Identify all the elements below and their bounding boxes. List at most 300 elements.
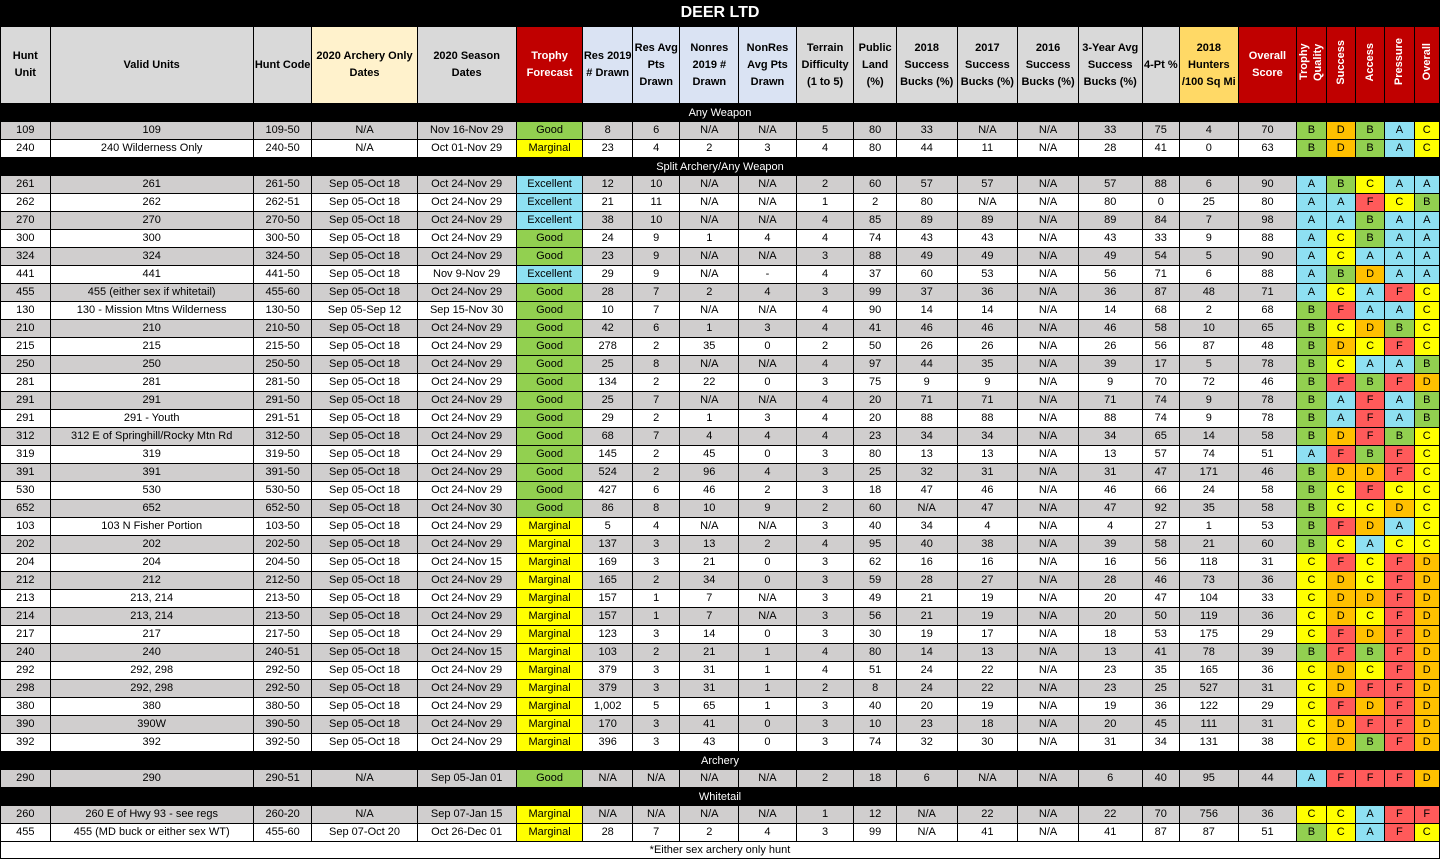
table-cell: 19 bbox=[1078, 698, 1142, 716]
table-cell: 42 bbox=[583, 320, 633, 338]
table-cell: N/A bbox=[680, 806, 739, 824]
grade-cell: C bbox=[1414, 302, 1439, 320]
table-cell: 95 bbox=[1180, 770, 1239, 788]
table-cell: 56 bbox=[1142, 554, 1179, 572]
table-cell: 12 bbox=[583, 176, 633, 194]
table-cell: N/A bbox=[583, 770, 633, 788]
table-cell: 14 bbox=[1078, 302, 1142, 320]
table-cell: 390-50 bbox=[253, 716, 312, 734]
trophy-forecast-cell: Marginal bbox=[516, 824, 583, 842]
table-cell: N/A bbox=[739, 302, 797, 320]
table-cell: Oct 24-Nov 29 bbox=[417, 374, 516, 392]
table-cell: 28 bbox=[896, 572, 957, 590]
table-cell: 215 bbox=[1, 338, 51, 356]
table-cell: 31 bbox=[1078, 464, 1142, 482]
trophy-forecast-cell: Excellent bbox=[516, 266, 583, 284]
table-cell: 38 bbox=[583, 212, 633, 230]
table-row bbox=[1, 356, 1440, 374]
table-cell: 35 bbox=[957, 356, 1018, 374]
grade-cell: C bbox=[1355, 662, 1384, 680]
table-cell: N/A bbox=[1018, 446, 1079, 464]
table-cell: 392 bbox=[50, 734, 253, 752]
grade-cell: C bbox=[1297, 608, 1326, 626]
grade-cell: A bbox=[1385, 302, 1414, 320]
section-title: Archery bbox=[1, 752, 1440, 770]
table-cell: 78 bbox=[1238, 392, 1297, 410]
grade-cell: C bbox=[1355, 554, 1384, 572]
trophy-forecast-cell: Good bbox=[516, 428, 583, 446]
table-cell: 3 bbox=[632, 734, 680, 752]
table-cell: 157 bbox=[583, 590, 633, 608]
grade-cell: F bbox=[1385, 464, 1414, 482]
grade-cell: D bbox=[1326, 428, 1355, 446]
table-cell: 36 bbox=[1238, 806, 1297, 824]
table-cell: 210 bbox=[50, 320, 253, 338]
table-cell: 65 bbox=[1238, 320, 1297, 338]
grade-cell: A bbox=[1414, 248, 1439, 266]
table-cell: Sep 05-Oct 18 bbox=[312, 662, 417, 680]
table-cell: Sep 05-Oct 18 bbox=[312, 446, 417, 464]
table-cell: 261 bbox=[1, 176, 51, 194]
table-cell: Sep 05-Oct 18 bbox=[312, 680, 417, 698]
table-cell: N/A bbox=[896, 500, 957, 518]
grade-cell: B bbox=[1414, 356, 1439, 374]
table-cell: 298 bbox=[1, 680, 51, 698]
table-cell: 109 bbox=[1, 122, 51, 140]
table-cell: N/A bbox=[1018, 464, 1079, 482]
table-cell: 3 bbox=[796, 608, 854, 626]
table-cell: 80 bbox=[1078, 194, 1142, 212]
grade-cell: C bbox=[1414, 140, 1439, 158]
grade-cell: F bbox=[1385, 644, 1414, 662]
table-cell: 3 bbox=[796, 590, 854, 608]
table-cell: 1 bbox=[680, 320, 739, 338]
table-cell: N/A bbox=[957, 194, 1018, 212]
grade-cell: A bbox=[1355, 356, 1384, 374]
table-cell: 4 bbox=[796, 410, 854, 428]
table-cell: Oct 24-Nov 29 bbox=[417, 230, 516, 248]
table-cell: 78 bbox=[1238, 410, 1297, 428]
table-cell: N/A bbox=[739, 356, 797, 374]
table-cell: 0 bbox=[1142, 194, 1179, 212]
table-cell: Oct 24-Nov 29 bbox=[417, 464, 516, 482]
table-cell: 2 bbox=[739, 482, 797, 500]
trophy-forecast-cell: Good bbox=[516, 770, 583, 788]
trophy-forecast-cell: Good bbox=[516, 338, 583, 356]
table-cell: 2 bbox=[739, 536, 797, 554]
grade-cell: C bbox=[1297, 806, 1326, 824]
table-cell: 204 bbox=[1, 554, 51, 572]
table-cell: 4 bbox=[1180, 122, 1239, 140]
grade-cell: D bbox=[1326, 608, 1355, 626]
table-cell: 22 bbox=[957, 662, 1018, 680]
deer-table bbox=[0, 26, 1440, 859]
table-cell: N/A bbox=[312, 140, 417, 158]
trophy-forecast-cell: Marginal bbox=[516, 698, 583, 716]
table-cell: 60 bbox=[854, 500, 896, 518]
table-cell: 50 bbox=[1142, 608, 1179, 626]
table-cell: 46 bbox=[957, 482, 1018, 500]
table-cell: 4 bbox=[796, 662, 854, 680]
table-cell: 46 bbox=[957, 320, 1018, 338]
table-cell: 43 bbox=[957, 230, 1018, 248]
column-header: 2016 Success Bucks (%) bbox=[1018, 27, 1079, 104]
grade-cell: C bbox=[1385, 194, 1414, 212]
table-cell: Sep 05-Sep 12 bbox=[312, 302, 417, 320]
table-cell: 9 bbox=[896, 374, 957, 392]
table-cell: 175 bbox=[1180, 626, 1239, 644]
table-cell: 28 bbox=[583, 284, 633, 302]
table-cell: - bbox=[739, 266, 797, 284]
table-cell: 17 bbox=[1142, 356, 1179, 374]
table-cell: 28 bbox=[1078, 572, 1142, 590]
table-cell: Oct 24-Nov 29 bbox=[417, 248, 516, 266]
trophy-forecast-cell: Marginal bbox=[516, 554, 583, 572]
table-cell: Oct 24-Nov 29 bbox=[417, 662, 516, 680]
table-row bbox=[1, 464, 1440, 482]
grade-cell: A bbox=[1414, 176, 1439, 194]
table-cell: Sep 05-Oct 18 bbox=[312, 572, 417, 590]
table-cell: 1 bbox=[739, 698, 797, 716]
table-cell: 2 bbox=[796, 500, 854, 518]
table-cell: Sep 05-Oct 18 bbox=[312, 698, 417, 716]
table-cell: Oct 24-Nov 29 bbox=[417, 212, 516, 230]
table-cell: Sep 05-Oct 18 bbox=[312, 500, 417, 518]
grade-cell: B bbox=[1414, 392, 1439, 410]
table-cell: 13 bbox=[896, 446, 957, 464]
table-cell: N/A bbox=[1018, 716, 1079, 734]
column-header bbox=[1297, 27, 1326, 104]
table-cell: 6 bbox=[632, 320, 680, 338]
grade-cell: B bbox=[1297, 374, 1326, 392]
table-cell: 4 bbox=[796, 140, 854, 158]
table-cell: N/A bbox=[1018, 590, 1079, 608]
table-cell: 20 bbox=[1078, 716, 1142, 734]
table-cell: 7 bbox=[632, 428, 680, 446]
table-cell: 49 bbox=[957, 248, 1018, 266]
table-cell: 3 bbox=[796, 464, 854, 482]
grade-cell: C bbox=[1326, 806, 1355, 824]
table-cell: 6 bbox=[1180, 266, 1239, 284]
table-row bbox=[1, 770, 1440, 788]
grade-cell: A bbox=[1297, 446, 1326, 464]
table-cell: 88 bbox=[1238, 230, 1297, 248]
grade-cell: C bbox=[1297, 734, 1326, 752]
grade-cell: D bbox=[1414, 590, 1439, 608]
table-cell: N/A bbox=[632, 770, 680, 788]
grade-cell: B bbox=[1297, 482, 1326, 500]
table-cell: Sep 05-Oct 18 bbox=[312, 176, 417, 194]
table-cell: Oct 24-Nov 29 bbox=[417, 536, 516, 554]
table-cell: 455-60 bbox=[253, 824, 312, 842]
grade-cell: F bbox=[1385, 554, 1414, 572]
table-cell: Sep 05-Oct 18 bbox=[312, 392, 417, 410]
grade-cell: F bbox=[1326, 446, 1355, 464]
table-cell: N/A bbox=[1018, 284, 1079, 302]
table-cell: 300 bbox=[50, 230, 253, 248]
table-cell: 213, 214 bbox=[50, 590, 253, 608]
grade-cell: D bbox=[1326, 680, 1355, 698]
table-cell: 281 bbox=[50, 374, 253, 392]
grade-cell: A bbox=[1385, 356, 1414, 374]
table-row bbox=[1, 266, 1440, 284]
trophy-forecast-cell: Good bbox=[516, 284, 583, 302]
table-cell: 71 bbox=[1142, 266, 1179, 284]
table-cell: N/A bbox=[1018, 230, 1079, 248]
column-header: 2020 Season Dates bbox=[417, 27, 516, 104]
grade-cell: B bbox=[1297, 356, 1326, 374]
table-cell: Oct 01-Nov 29 bbox=[417, 140, 516, 158]
table-cell: 89 bbox=[957, 212, 1018, 230]
table-cell: Oct 24-Nov 29 bbox=[417, 176, 516, 194]
table-cell: 35 bbox=[1142, 662, 1179, 680]
table-cell: 25 bbox=[854, 464, 896, 482]
grade-cell: F bbox=[1326, 644, 1355, 662]
table-cell: 240 bbox=[50, 644, 253, 662]
table-cell: 56 bbox=[1142, 338, 1179, 356]
table-cell: N/A bbox=[896, 806, 957, 824]
table-cell: Sep 05-Oct 18 bbox=[312, 518, 417, 536]
table-cell: 74 bbox=[1180, 446, 1239, 464]
table-cell: 103 bbox=[1, 518, 51, 536]
table-cell: 0 bbox=[739, 338, 797, 356]
trophy-forecast-cell: Good bbox=[516, 122, 583, 140]
table-cell: 38 bbox=[957, 536, 1018, 554]
table-cell: 78 bbox=[1238, 356, 1297, 374]
table-cell: 39 bbox=[1238, 644, 1297, 662]
table-cell: 3 bbox=[632, 716, 680, 734]
table-cell: 84 bbox=[1142, 212, 1179, 230]
table-row bbox=[1, 482, 1440, 500]
table-cell: N/A bbox=[1018, 680, 1079, 698]
grade-cell: A bbox=[1385, 140, 1414, 158]
table-cell: N/A bbox=[1018, 248, 1079, 266]
table-cell: 379 bbox=[583, 680, 633, 698]
table-cell: 2 bbox=[1180, 302, 1239, 320]
table-row bbox=[1, 644, 1440, 662]
table-cell: 391 bbox=[50, 464, 253, 482]
table-cell: 291-50 bbox=[253, 392, 312, 410]
table-cell: N/A bbox=[896, 824, 957, 842]
grade-cell: A bbox=[1385, 518, 1414, 536]
table-cell: 4 bbox=[796, 266, 854, 284]
grade-cell: C bbox=[1385, 482, 1414, 500]
table-cell: 10 bbox=[680, 500, 739, 518]
table-cell: 250 bbox=[50, 356, 253, 374]
table-cell: 2 bbox=[796, 770, 854, 788]
table-row bbox=[1, 392, 1440, 410]
column-header-label: Access bbox=[1364, 42, 1377, 82]
table-cell: 39 bbox=[1078, 536, 1142, 554]
table-cell: 29 bbox=[1238, 626, 1297, 644]
table-cell: N/A bbox=[739, 176, 797, 194]
table-cell: 3 bbox=[632, 554, 680, 572]
table-cell: 8 bbox=[632, 500, 680, 518]
table-cell: 0 bbox=[1180, 140, 1239, 158]
grade-cell: A bbox=[1355, 284, 1384, 302]
table-cell: 14 bbox=[896, 302, 957, 320]
table-row bbox=[1, 338, 1440, 356]
grade-cell: A bbox=[1414, 212, 1439, 230]
table-cell: 312 bbox=[1, 428, 51, 446]
table-cell: 270 bbox=[1, 212, 51, 230]
grade-cell: C bbox=[1355, 500, 1384, 518]
grade-cell: B bbox=[1355, 644, 1384, 662]
grade-cell: F bbox=[1385, 680, 1414, 698]
table-cell: 46 bbox=[896, 320, 957, 338]
table-cell: 38 bbox=[1238, 734, 1297, 752]
table-cell: 49 bbox=[1078, 248, 1142, 266]
grade-cell: C bbox=[1297, 572, 1326, 590]
table-cell: 31 bbox=[1238, 680, 1297, 698]
table-row bbox=[1, 734, 1440, 752]
trophy-forecast-cell: Good bbox=[516, 482, 583, 500]
grade-cell: D bbox=[1414, 716, 1439, 734]
grade-cell: F bbox=[1355, 428, 1384, 446]
table-cell: 28 bbox=[583, 824, 633, 842]
table-row bbox=[1, 320, 1440, 338]
grade-cell: F bbox=[1355, 410, 1384, 428]
table-cell: 35 bbox=[680, 338, 739, 356]
table-cell: 58 bbox=[1238, 500, 1297, 518]
trophy-forecast-cell: Marginal bbox=[516, 644, 583, 662]
table-row bbox=[1, 716, 1440, 734]
table-cell: 212 bbox=[50, 572, 253, 590]
table-cell: N/A bbox=[957, 770, 1018, 788]
grade-cell: C bbox=[1326, 284, 1355, 302]
table-cell: 240-50 bbox=[253, 140, 312, 158]
table-cell: 262-51 bbox=[253, 194, 312, 212]
table-cell: 75 bbox=[1142, 122, 1179, 140]
grade-cell: C bbox=[1326, 320, 1355, 338]
trophy-forecast-cell: Good bbox=[516, 464, 583, 482]
table-cell: Oct 24-Nov 29 bbox=[417, 338, 516, 356]
table-cell: N/A bbox=[680, 248, 739, 266]
table-cell: 324 bbox=[1, 248, 51, 266]
column-header: 2017 Success Bucks (%) bbox=[957, 27, 1018, 104]
table-cell: 292, 298 bbox=[50, 680, 253, 698]
grade-cell: A bbox=[1355, 806, 1384, 824]
table-cell: 5 bbox=[1180, 248, 1239, 266]
table-cell: 60 bbox=[854, 176, 896, 194]
table-cell: Sep 05-Oct 18 bbox=[312, 320, 417, 338]
table-cell: 14 bbox=[957, 302, 1018, 320]
grade-cell: F bbox=[1326, 770, 1355, 788]
table-cell: 41 bbox=[1142, 644, 1179, 662]
table-cell: 104 bbox=[1180, 590, 1239, 608]
table-cell: 51 bbox=[854, 662, 896, 680]
grade-cell: B bbox=[1414, 410, 1439, 428]
trophy-forecast-cell: Marginal bbox=[516, 716, 583, 734]
grade-cell: B bbox=[1297, 428, 1326, 446]
table-cell: 9 bbox=[739, 500, 797, 518]
table-cell: 25 bbox=[1142, 680, 1179, 698]
section-row bbox=[1, 752, 1440, 770]
table-cell: 379 bbox=[583, 662, 633, 680]
table-cell: 441 bbox=[50, 266, 253, 284]
table-cell: N/A bbox=[1018, 338, 1079, 356]
table-cell: Sep 05-Oct 18 bbox=[312, 554, 417, 572]
table-cell: 31 bbox=[680, 680, 739, 698]
table-cell: 2 bbox=[680, 140, 739, 158]
table-cell: 36 bbox=[1238, 662, 1297, 680]
table-cell: 20 bbox=[896, 698, 957, 716]
table-cell: 157 bbox=[583, 608, 633, 626]
table-cell: 202 bbox=[1, 536, 51, 554]
table-cell: 56 bbox=[1078, 266, 1142, 284]
table-cell: 24 bbox=[896, 662, 957, 680]
table-cell: Sep 05-Oct 18 bbox=[312, 428, 417, 446]
table-cell: 97 bbox=[854, 356, 896, 374]
table-cell: Oct 24-Nov 15 bbox=[417, 644, 516, 662]
table-cell: 23 bbox=[583, 248, 633, 266]
table-cell: 9 bbox=[632, 230, 680, 248]
table-cell: 103 N Fisher Portion bbox=[50, 518, 253, 536]
table-cell: Oct 24-Nov 29 bbox=[417, 392, 516, 410]
table-cell: Sep 05-Oct 18 bbox=[312, 410, 417, 428]
table-cell: 9 bbox=[632, 266, 680, 284]
table-cell: 41 bbox=[1078, 824, 1142, 842]
grade-cell: D bbox=[1326, 734, 1355, 752]
grade-cell: A bbox=[1355, 536, 1384, 554]
table-cell: 319-50 bbox=[253, 446, 312, 464]
table-cell: N/A bbox=[739, 518, 797, 536]
grade-cell: A bbox=[1385, 248, 1414, 266]
table-cell: 292 bbox=[1, 662, 51, 680]
table-cell: 2 bbox=[632, 374, 680, 392]
table-cell: 4 bbox=[739, 428, 797, 446]
table-cell: 95 bbox=[854, 536, 896, 554]
table-cell: 58 bbox=[1238, 428, 1297, 446]
table-cell: 18 bbox=[1078, 626, 1142, 644]
table-cell: N/A bbox=[1018, 140, 1079, 158]
table-cell: 134 bbox=[583, 374, 633, 392]
table-cell: 262 bbox=[50, 194, 253, 212]
table-cell: 6 bbox=[632, 482, 680, 500]
table-row bbox=[1, 428, 1440, 446]
table-cell: 36 bbox=[957, 284, 1018, 302]
table-cell: Oct 24-Nov 29 bbox=[417, 734, 516, 752]
table-cell: 80 bbox=[854, 644, 896, 662]
table-cell: 3 bbox=[796, 554, 854, 572]
table-cell: 1 bbox=[739, 662, 797, 680]
grade-cell: D bbox=[1355, 590, 1384, 608]
table-cell: 455 (either sex if whitetail) bbox=[50, 284, 253, 302]
table-cell: 756 bbox=[1180, 806, 1239, 824]
table-cell: 36 bbox=[1078, 284, 1142, 302]
table-cell: 324 bbox=[50, 248, 253, 266]
grade-cell: F bbox=[1355, 770, 1384, 788]
table-cell: Sep 05-Oct 18 bbox=[312, 230, 417, 248]
table-cell: 22 bbox=[1078, 806, 1142, 824]
table-cell: 68 bbox=[583, 428, 633, 446]
table-cell: 6 bbox=[632, 122, 680, 140]
table-cell: 204 bbox=[50, 554, 253, 572]
table-cell: 34 bbox=[1142, 734, 1179, 752]
table-cell: 441 bbox=[1, 266, 51, 284]
table-cell: 109 bbox=[50, 122, 253, 140]
grade-cell: C bbox=[1385, 536, 1414, 554]
table-cell: 74 bbox=[854, 230, 896, 248]
table-cell: 4 bbox=[739, 230, 797, 248]
table-cell: 524 bbox=[583, 464, 633, 482]
table-cell: 455 bbox=[1, 284, 51, 302]
table-cell: Sep 07-Jan 15 bbox=[417, 806, 516, 824]
table-cell: 390W bbox=[50, 716, 253, 734]
table-cell: 70 bbox=[1142, 806, 1179, 824]
table-cell: N/A bbox=[1018, 410, 1079, 428]
table-cell: 213, 214 bbox=[50, 608, 253, 626]
